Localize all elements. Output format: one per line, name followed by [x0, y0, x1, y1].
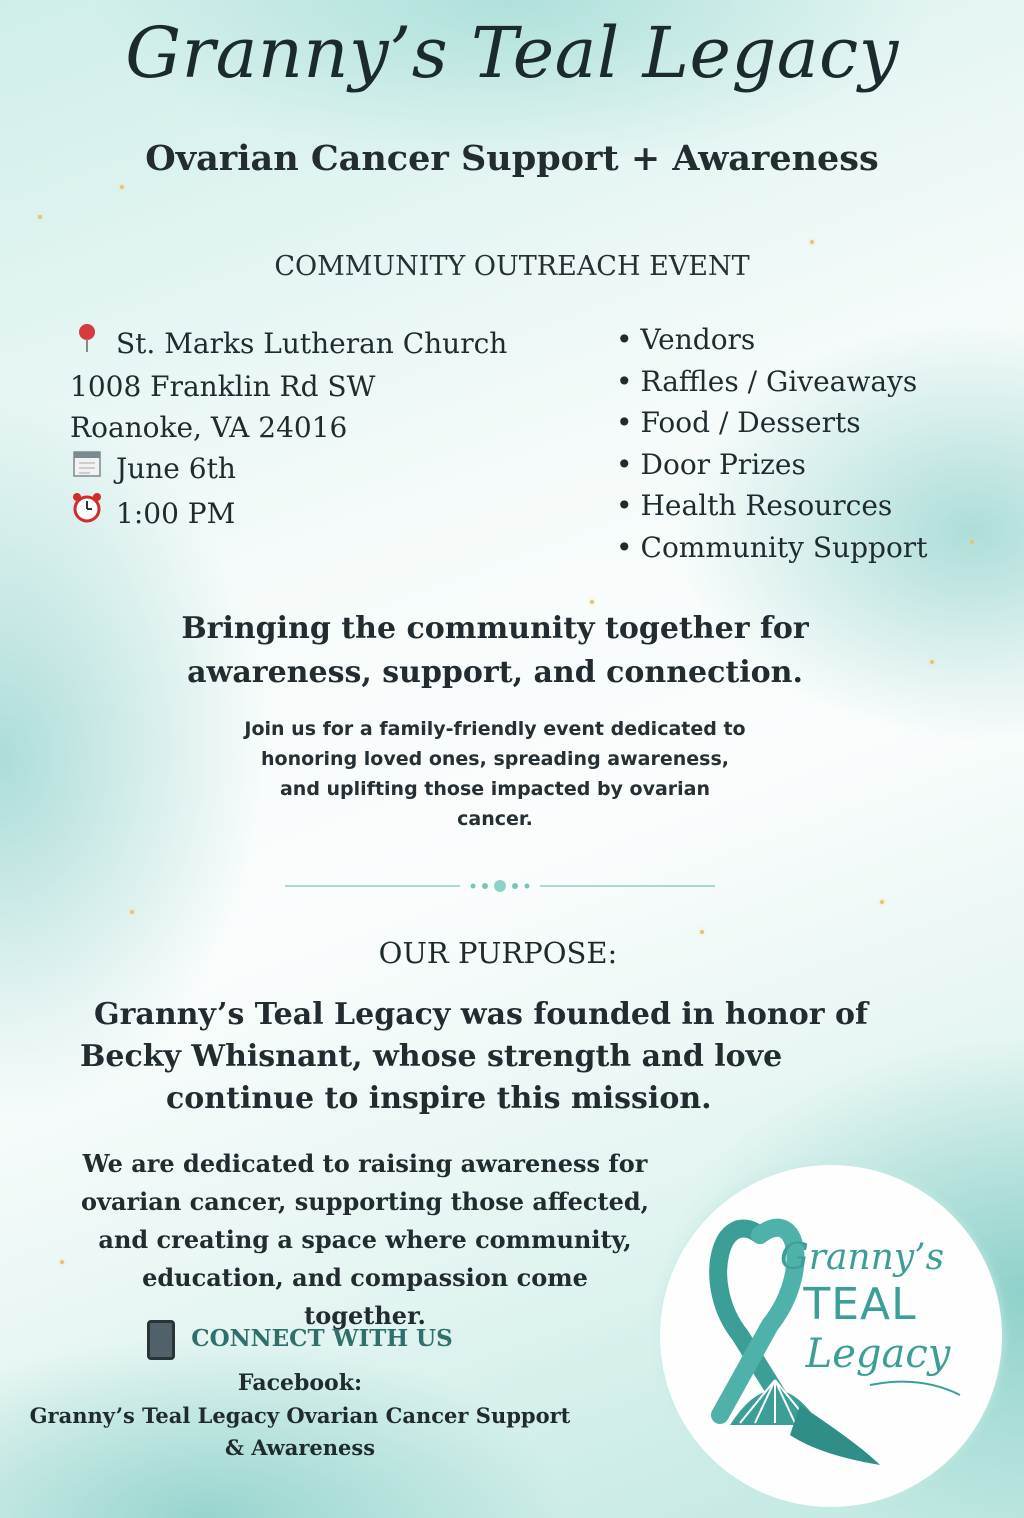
connect-title-text: CONNECT WITH US	[191, 1325, 453, 1352]
event-date: June 6th	[116, 452, 236, 485]
alarm-clock-icon	[70, 491, 104, 536]
purpose-heading: OUR PURPOSE:	[378, 936, 618, 970]
map-pin-icon	[70, 323, 104, 366]
mission-line: together.	[304, 1301, 426, 1330]
list-item: • Community Support	[616, 527, 927, 569]
time-line	[70, 491, 507, 536]
page-subtitle: Ovarian Cancer Support + Awareness	[145, 138, 879, 179]
event-heading: COMMUNITY OUTREACH EVENT	[274, 251, 750, 282]
list-item: • Food / Desserts	[616, 402, 927, 444]
mission-statement	[20, 1145, 710, 1335]
intro-line: cancer.	[457, 808, 533, 830]
venue-name: St. Marks Lutheran Church	[116, 327, 508, 360]
mission-line: education, and compassion come	[142, 1263, 588, 1292]
event-time: 1:00 PM	[116, 497, 236, 530]
intro-line: Join us for a family-friendly event dedicated to	[244, 718, 746, 740]
facebook-label: Facebook:	[237, 1370, 363, 1396]
logo-text-line: Legacy	[805, 1331, 951, 1377]
list-item: • Raffles / Giveaways	[616, 361, 927, 403]
ornament-divider	[285, 879, 715, 893]
facebook-page-line: Granny’s Teal Legacy Ovarian Cancer Support	[29, 1403, 571, 1428]
mission-line: ovarian cancer, supporting those affected,	[81, 1187, 649, 1216]
mission-line: We are dedicated to raising awareness for	[82, 1149, 648, 1178]
feature-list	[616, 319, 927, 568]
founded-line: continue to inspire this mission.	[166, 1081, 712, 1116]
sparkle-decoration	[38, 215, 42, 219]
sparkle-decoration	[590, 600, 594, 604]
list-item: • Health Resources	[616, 485, 927, 527]
connect-section	[0, 1320, 600, 1464]
address-line-2: Roanoke, VA 24016	[70, 411, 348, 444]
tagline-line: awareness, support, and connection.	[187, 655, 803, 690]
intro-line: honoring loved ones, spreading awareness,	[261, 748, 729, 770]
sparkle-decoration	[700, 930, 704, 934]
event-details	[70, 323, 507, 536]
tagline-line: Bringing the community together for	[181, 611, 809, 646]
logo-text-line: Granny’s	[780, 1237, 945, 1278]
facebook-page-line: & Awareness	[224, 1435, 376, 1460]
logo-badge	[660, 1165, 1002, 1507]
date-line	[70, 448, 507, 491]
sparkle-decoration	[130, 910, 134, 914]
address-line-1: 1008 Franklin Rd SW	[70, 370, 376, 403]
venue-line	[70, 323, 507, 366]
connect-heading	[0, 1320, 600, 1360]
logo-text-line: TEAL	[803, 1279, 917, 1330]
list-item: • Door Prizes	[616, 444, 927, 486]
mobile-phone-icon	[147, 1320, 175, 1360]
sparkle-decoration	[970, 540, 974, 544]
intro-line: and uplifting those impacted by ovarian	[279, 778, 711, 800]
mission-line: and creating a space where community,	[98, 1225, 632, 1254]
founded-line: Becky Whisnant, whose strength and love	[80, 1039, 783, 1074]
sparkle-decoration	[60, 1260, 64, 1264]
sparkle-decoration	[810, 240, 814, 244]
founded-statement	[60, 994, 910, 1120]
tagline	[0, 607, 990, 695]
page-title: Granny’s Teal Legacy	[125, 12, 899, 94]
list-item: • Vendors	[616, 319, 927, 361]
facebook-page-name	[0, 1400, 600, 1464]
sparkle-decoration	[930, 660, 934, 664]
sparkle-decoration	[880, 900, 884, 904]
founded-line: Granny’s Teal Legacy was founded in honor of	[94, 997, 868, 1032]
calendar-icon	[70, 448, 104, 491]
intro-paragraph	[0, 714, 990, 834]
sparkle-decoration	[120, 185, 124, 189]
